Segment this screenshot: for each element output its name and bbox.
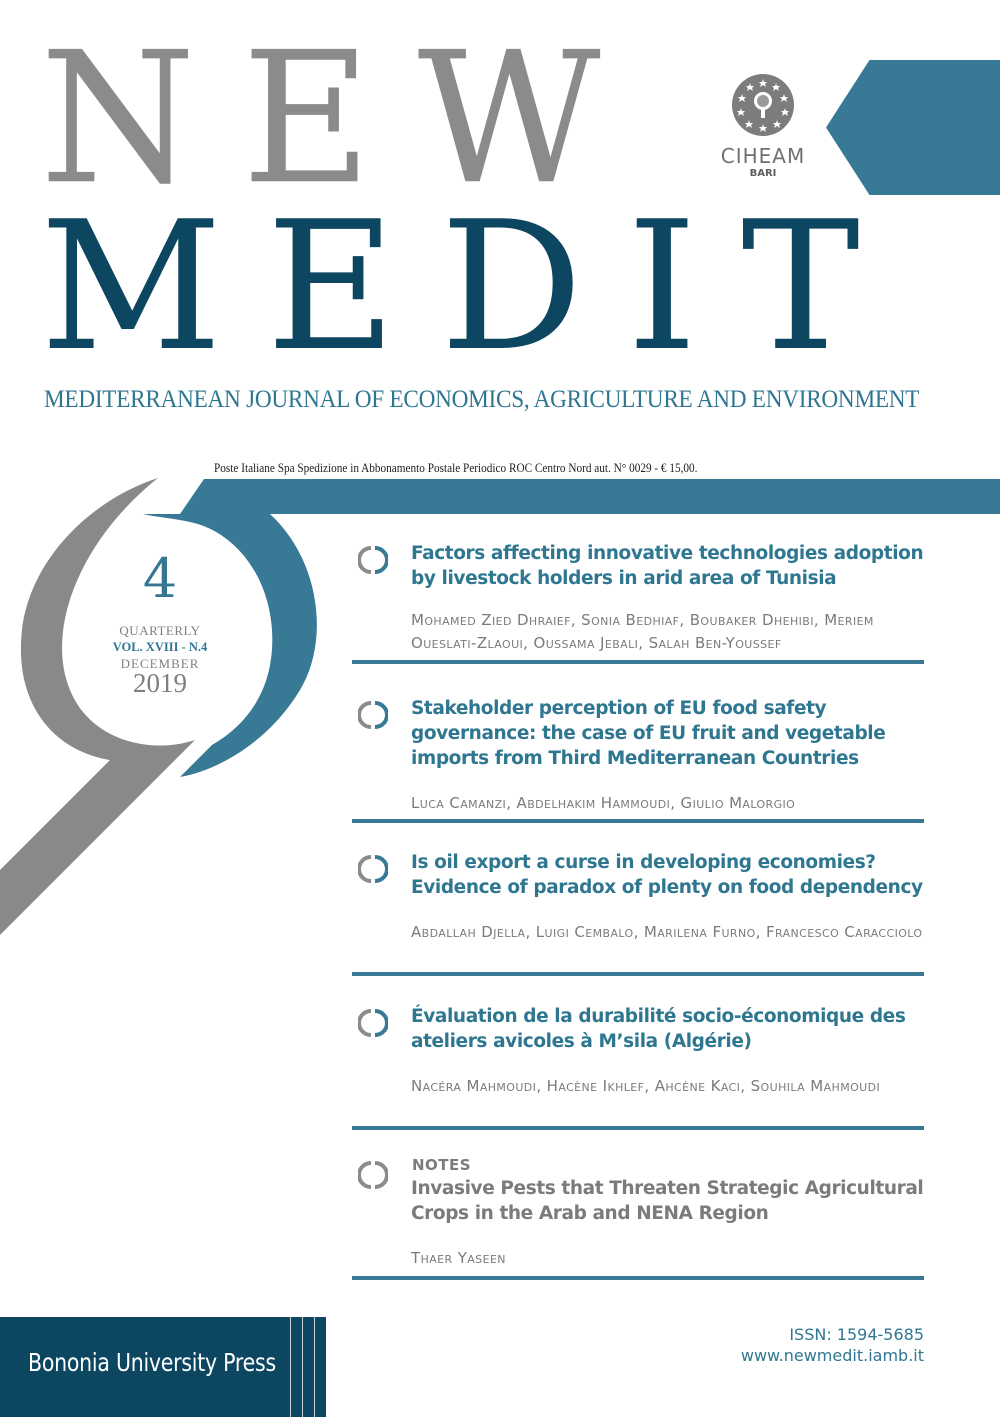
divider	[352, 972, 924, 976]
article-authors: Thaer Yaseen	[411, 1249, 506, 1267]
divider	[352, 819, 924, 823]
article-title[interactable]: Stakeholder perception of EU food safety governance: the case of EU fruit and vegetable imports from Third Mediterranean Countries	[411, 698, 886, 769]
issue-volume: VOL. XVIII - N.4	[112, 640, 208, 654]
issue-year: 2019	[133, 668, 187, 698]
split-ring-icon	[358, 1160, 388, 1190]
split-ring-icon	[358, 854, 388, 884]
article-title[interactable]: Invasive Pests that Threaten Strategic Agricultural Crops in the Arab and NENA Region	[411, 1178, 924, 1224]
decorative-nine-swirl-icon	[0, 470, 360, 950]
decorative-line	[314, 1317, 315, 1417]
ciheam-emblem-icon	[732, 74, 794, 136]
decorative-hexagon	[826, 60, 1000, 195]
journal-title-new: NEW	[40, 12, 647, 225]
ciheam-logo-text: CIHEAM	[720, 144, 806, 168]
issue-number: 4	[142, 547, 178, 610]
divider	[352, 1126, 924, 1130]
issn-number: ISSN: 1594-5685	[789, 1325, 924, 1344]
decorative-line	[290, 1317, 291, 1417]
divider	[352, 660, 924, 664]
article-title[interactable]: Is oil export a curse in developing economies? Evidence of paradox of plenty on food dependency	[411, 852, 923, 898]
ciheam-location: BARI	[749, 168, 777, 179]
website-link[interactable]: www.newmedit.iamb.it	[740, 1346, 924, 1365]
article-authors: Abdallah Djella, Luigi Cembalo, Marilena Furno, Francesco Caracciolo	[411, 923, 923, 941]
journal-subtitle: MEDITERRANEAN JOURNAL OF ECONOMICS, AGRICULTURE AND ENVIRONMENT	[44, 386, 920, 413]
issue-frequency: QUARTERLY	[119, 623, 201, 638]
notes-label: NOTES	[412, 1156, 472, 1174]
split-ring-icon	[358, 1008, 388, 1038]
article-authors: Luca Camanzi, Abdelhakim Hammoudi, Giulio Malorgio	[411, 794, 796, 812]
issue-month: DECEMBER	[120, 656, 200, 671]
decorative-line	[302, 1317, 303, 1417]
divider	[352, 1276, 924, 1280]
publisher-name: Bononia University Press	[28, 1348, 276, 1377]
split-ring-icon	[358, 545, 388, 575]
article-authors: Mohamed Zied Dhraief, Sonia Bedhiaf, Boubaker Dhehibi, Meriem Oueslati-Zlaoui, Oussama Jebali, Salah Ben-Youssef	[411, 611, 874, 652]
postal-notice: Poste Italiane Spa Spedizione in Abbonamento Postale Periodico ROC Centro Nord aut. N° 0029 - € 15,00.	[214, 461, 698, 475]
article-authors: Nacéra Mahmoudi, Hacène Ikhlef, Ahcène Kaci, Souhila Mahmoudi	[411, 1077, 881, 1095]
split-ring-icon	[358, 700, 388, 730]
article-title[interactable]: Factors affecting innovative technologies adoption by livestock holders in arid area of Tunisia	[411, 543, 924, 589]
article-title[interactable]: Évaluation de la durabilité socio-économique des ateliers avicoles à M’sila (Algérie)	[411, 1006, 906, 1052]
journal-title-medit: MEDIT	[40, 183, 904, 390]
